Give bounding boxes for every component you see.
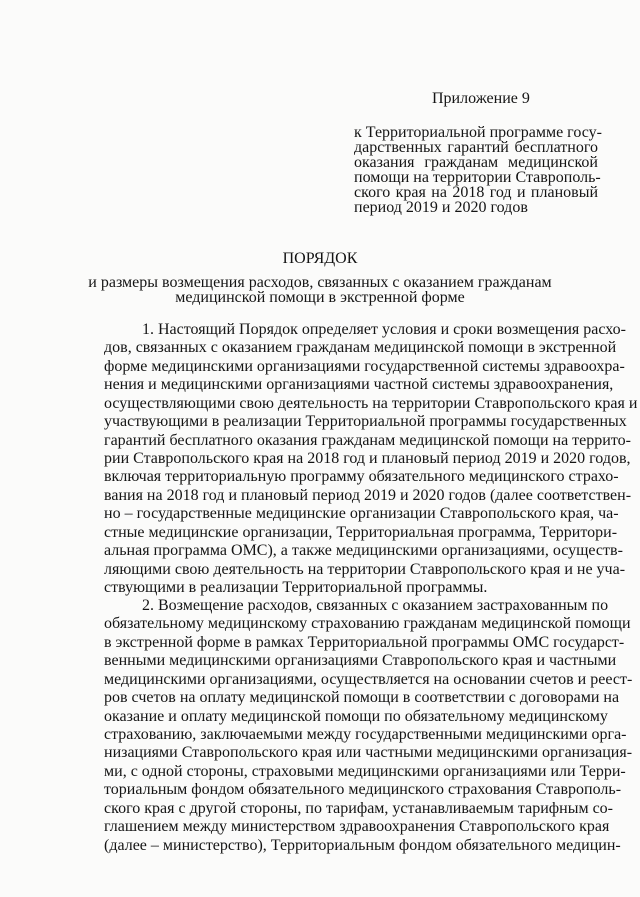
paragraph-line: участвующими в реализации Территориальной программы государственных bbox=[104, 413, 627, 431]
paragraph-line: медицинскими организациями, осуществляется на основании счетов и реест- bbox=[104, 670, 633, 688]
document-subtitle-line: и размеры возмещения расходов, связанных с оказанием гражданам bbox=[88, 274, 552, 291]
paragraph-line: стные медицинские организации, Территориальная программа, Территори- bbox=[104, 523, 618, 541]
paragraph-line: страхованию, заключаемыми между государственными медицинскими орга- bbox=[104, 726, 627, 743]
appendix-line: оказания гражданам медицинской bbox=[354, 154, 598, 171]
paragraph-line: оказание и оплату медицинской помощи по обязательному медицинскому bbox=[104, 707, 608, 725]
document-subtitle-line: медицинской помощи в экстренной форме bbox=[175, 289, 465, 306]
paragraph-line: ляющими свою деятельность на территории Ставропольского края и не уча- bbox=[104, 560, 626, 578]
appendix-line: к Территориальной программе госу- bbox=[354, 124, 602, 141]
appendix-line: помощи на территории Ставрополь- bbox=[354, 169, 601, 186]
appendix-line: ского края на 2018 год и плановый bbox=[354, 184, 598, 201]
paragraph-line: ствующими в реализации Территориальной программы. bbox=[104, 579, 488, 596]
appendix-line: период 2019 и 2020 годов bbox=[354, 199, 528, 216]
appendix-line: дарственных гарантий бесплатного bbox=[354, 139, 598, 156]
paragraph-line: (далее – министерство), Территориальным фондом обязательного медицин- bbox=[104, 836, 621, 854]
paragraph-line: дов, связанных с оказанием гражданам медицинской помощи в экстренной bbox=[104, 339, 617, 357]
document-heading: ПОРЯДОК bbox=[282, 250, 358, 267]
paragraph-line: в экстренной форме в рамках Территориальной программы ОМС государст- bbox=[104, 633, 625, 651]
appendix-title: Приложение 9 bbox=[432, 90, 530, 107]
paragraph-line: 1. Настоящий Порядок определяет условия и сроки возмещения расхо- bbox=[142, 321, 626, 338]
paragraph-line: альная программа ОМС), а также медицинскими организациями, осуществ- bbox=[104, 542, 623, 560]
paragraph-line: форме медицинскими организациями государственной системы здравоохра- bbox=[104, 357, 625, 375]
paragraph-line: 2. Возмещение расходов, связанных с оказанием застрахованным по bbox=[142, 597, 609, 614]
paragraph-line: вания на 2018 год и плановый период 2019 и 2020 годов (далее соответствен- bbox=[104, 486, 632, 504]
paragraph-line: ми, с одной стороны, страховыми медицинскими организациями или Терри- bbox=[104, 762, 626, 780]
paragraph-line: обязательному медицинскому страхованию гражданам медицинской помощи bbox=[104, 615, 631, 633]
paragraph-line: включая территориальную программу обязательного медицинского страхо- bbox=[104, 468, 619, 486]
paragraph-line: венными медицинскими организациями Ставропольского края и частными bbox=[104, 652, 617, 670]
paragraph-line: рии Ставропольского края на 2018 год и плановый период 2019 и 2020 годов, bbox=[104, 450, 631, 467]
paragraph-line: ров счетов на оплату медицинской помощи в соответствии с договорами на bbox=[104, 689, 620, 707]
paragraph-line: но – государственные медицинские организации Ставропольского края, ча- bbox=[104, 505, 619, 523]
paragraph-line: ториальным фондом обязательного медицинского страхования Ставрополь- bbox=[104, 781, 622, 799]
paragraph-line: низациями Ставропольского края или частными медицинскими организация- bbox=[104, 744, 633, 762]
paragraph-line: гарантий бесплатного оказания гражданам медицинской помощи на террито- bbox=[104, 431, 631, 449]
paragraph-line: нения и медицинскими организациями частной системы здравоохранения, bbox=[104, 376, 614, 394]
paragraph-line: глашением между министерством здравоохранения Ставропольского края bbox=[104, 818, 610, 836]
paragraph-line: осуществляющими свою деятельность на территории Ставропольского края и bbox=[104, 394, 638, 412]
paragraph-line: ского края с другой стороны, по тарифам, устанавливаемым тарифным со- bbox=[104, 799, 613, 817]
